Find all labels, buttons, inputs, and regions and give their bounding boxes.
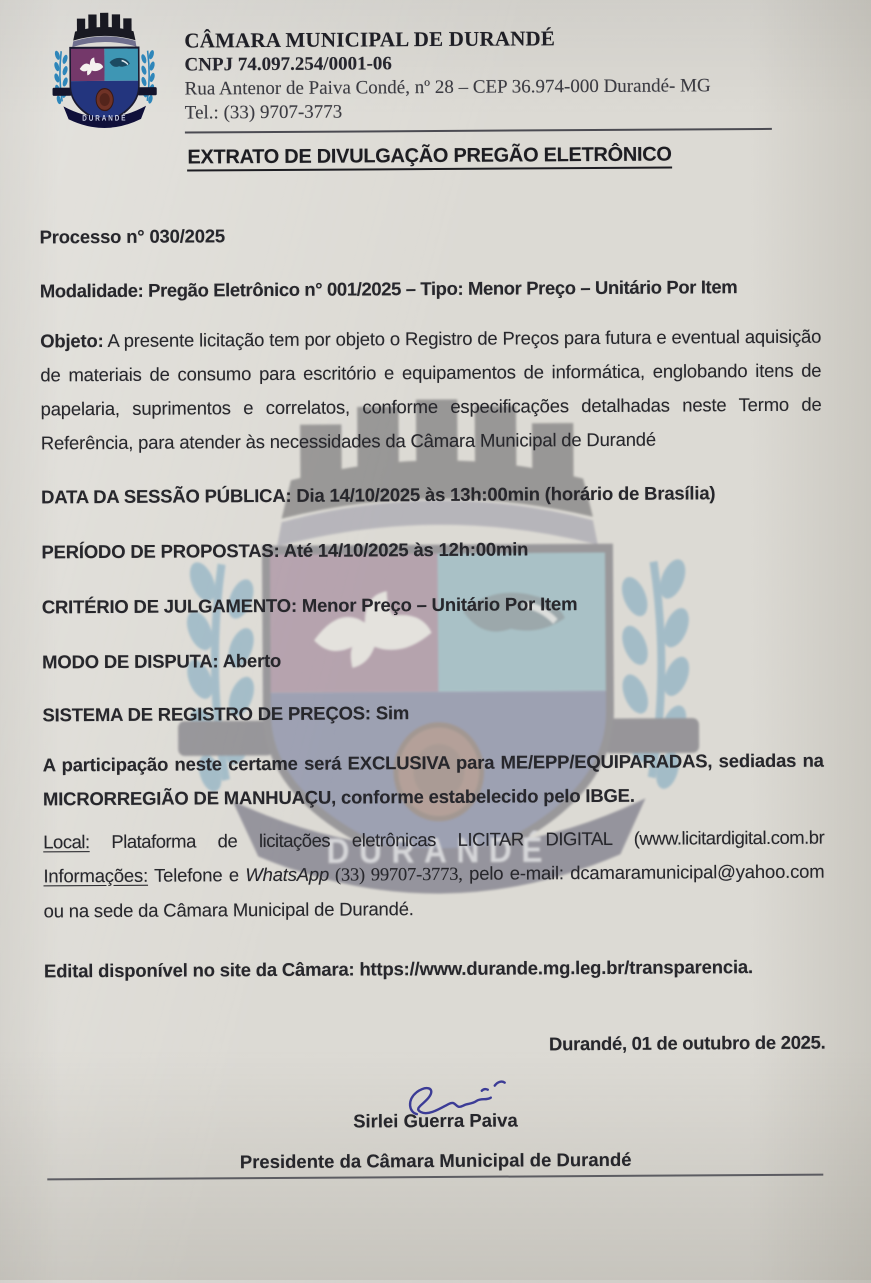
- modalidade-line: Modalidade: Pregão Eletrônico n° 001/2025 – Tipo: Menor Preço – Unitário Por Item: [39, 276, 738, 302]
- municipality-coat-of-arms: [50, 12, 159, 133]
- objeto-text: A presente licitação tem por objeto o Registro de Preços para futura e eventual aquisição de materiais de consumo para escritório e equipamentos de informática, englobando itens de papelaria, suprimentos e correlatos, conforme especificações detalhadas neste Termo de Referência, para atender às necessidades da Câmara Municipal de Durandé: [40, 325, 822, 454]
- data-sessao-line: DATA DA SESSÃO PÚBLICA: Dia 14/10/2025 às 13h:00min (horário de Brasília): [41, 482, 716, 508]
- signature-block: [45, 1072, 827, 1177]
- date-line: Durandé, 01 de outubro de 2025.: [548, 1031, 826, 1055]
- criterio-julgamento-line: CRITÉRIO DE JULGAMENTO: Menor Preço – Unitário Por Item: [41, 593, 578, 618]
- document-title: EXTRATO DE DIVULGAÇÃO PREGÃO ELETRÔNICO: [39, 142, 820, 171]
- informacoes-paragraph: [43, 855, 824, 929]
- signer-role: Presidente da Câmara Municipal de Durandé: [239, 1148, 632, 1173]
- signer-name: Sirlei Guerra Paiva: [353, 1109, 518, 1132]
- objeto-paragraph: [40, 320, 822, 461]
- informacoes-text-before: Telefone e: [147, 864, 246, 886]
- sistema-registro-line: SISTEMA DE REGISTRO DE PREÇOS: Sim: [42, 702, 410, 726]
- edital-line: Edital disponível no site da Câmara: https://www.durande.mg.leg.br/transparencia.: [43, 956, 753, 982]
- informacoes-text-after: pelo e-mail: dcamaramunicipal@yahoo.com ou na sede da Câmara Municipal de Durandé.: [43, 860, 825, 922]
- whatsapp-word: WhatsApp: [245, 863, 330, 886]
- informacoes-label: Informações:: [43, 864, 149, 887]
- local-label: Local:: [43, 831, 90, 853]
- periodo-propostas-line: PERÍODO DE PROPOSTAS: Até 14/10/2025 às 12h:00min: [41, 538, 529, 563]
- modo-disputa-line: MODO DE DISPUTA: Aberto: [42, 649, 282, 673]
- informacoes-phone: (33) 99707-3773,: [329, 864, 463, 886]
- handwritten-signature: [382, 1073, 532, 1124]
- local-text: Plataforma de licitações eletrônicas LICITAR DIGITAL (www.licitardigital.com.br: [89, 826, 825, 853]
- organization-cnpj: CNPJ 74.097.254/0001-06: [184, 53, 392, 76]
- participacao-paragraph: A participação neste certame será EXCLUSIVA para ME/EPP/EQUIPARADAS, sediadas na MICRORREGIÃO DE MANHUAÇU, conforme estabelecido pelo IBGE.: [42, 749, 824, 810]
- objeto-label: Objeto:: [40, 330, 104, 352]
- organization-phone: Tel.: (33) 9707-3773: [184, 101, 343, 124]
- letterhead: [38, 8, 820, 135]
- organization-address: Rua Antenor de Paiva Condé, nº 28 – CEP 36.974-000 Durandé- MG: [184, 75, 711, 100]
- letterhead-text: [184, 8, 772, 134]
- local-paragraph: [43, 821, 824, 860]
- organization-name: CÂMARA MUNICIPAL DE DURANDÉ: [184, 26, 556, 53]
- processo-line: Processo n° 030/2025: [39, 225, 226, 248]
